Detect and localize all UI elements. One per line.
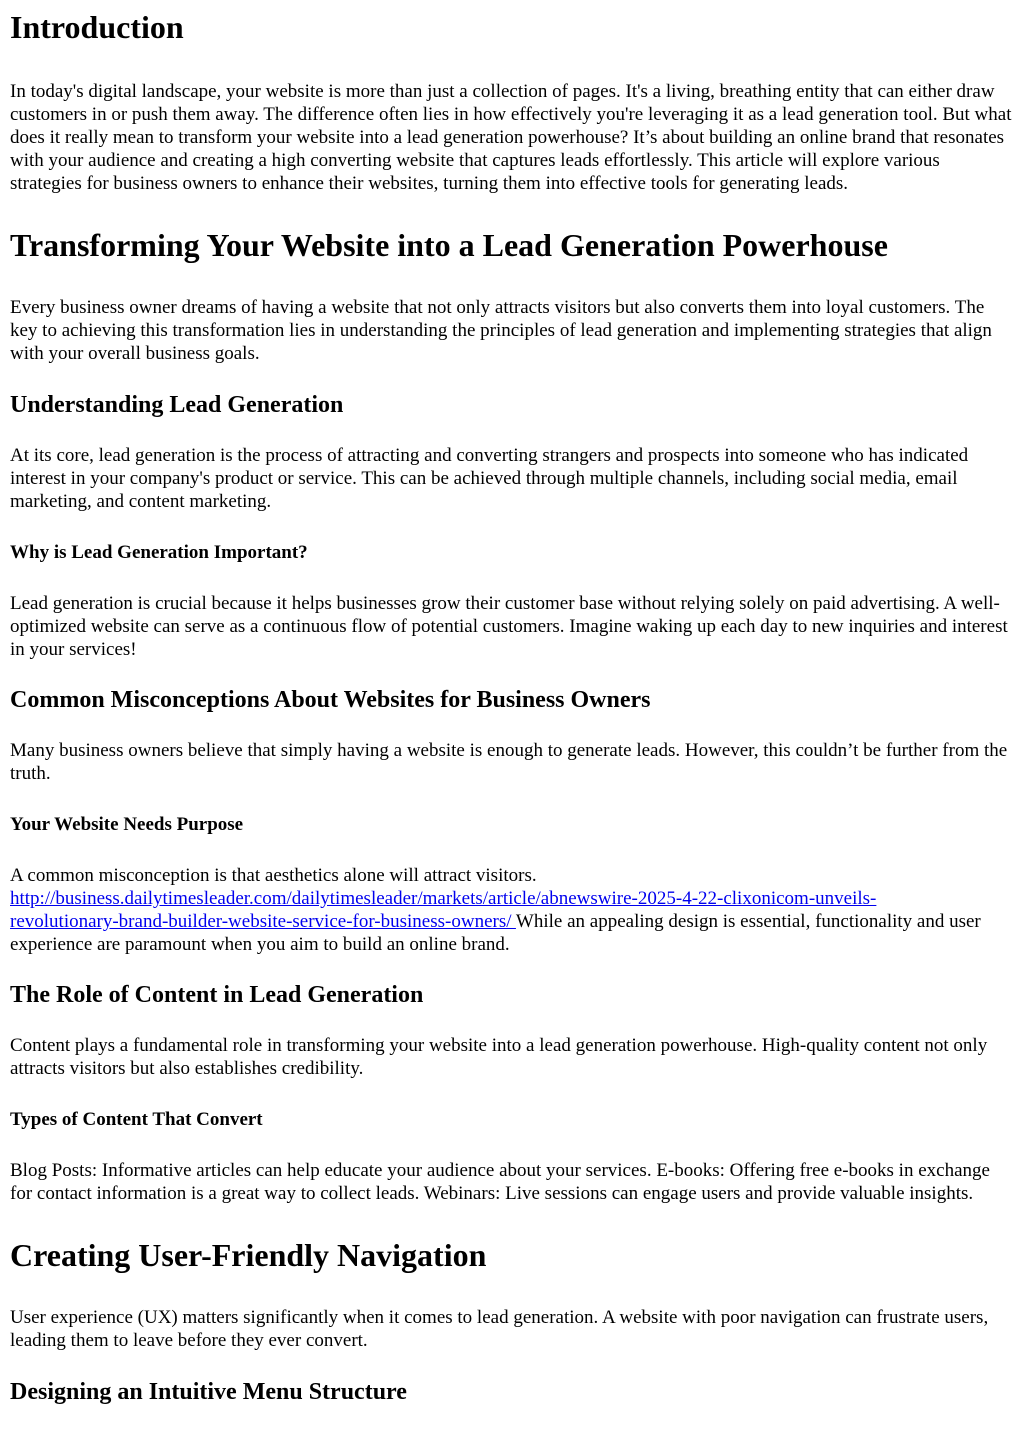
navigation-heading: Creating User-Friendly Navigation [10,1237,487,1273]
understanding-heading: Understanding Lead Generation [10,392,344,418]
content-role-paragraph: Content plays a fundamental role in transforming your website into a lead generation powerhouse. High-quality content not only attracts visitors but also establishes credibility. [10,1035,988,1079]
purpose-text-start: A common misconception is that aesthetics alone will attract visitors. [10,865,537,886]
article-link-line2[interactable]: revolutionary-brand-builder-website-service-for-business-owners/ [10,911,516,932]
types-heading: Types of Content That Convert [10,1109,263,1130]
intro-paragraph: In today's digital landscape, your website is more than just a collection of pages. It's a living, breathing entity that can either draw customers in or push them away. The difference often lies in how effectively you're leveraging it as a lead generation tool. But what does it really mean to transform your website into a lead generation powerhouse? It’s about building an online brand that resonates with your audience and creating a high converting website that captures leads effortlessly. This article will explore various strategies for business owners to enhance their websites, turning them into effective tools for generating leads. [10,81,1012,194]
purpose-heading: Your Website Needs Purpose [10,814,244,835]
transform-heading: Transforming Your Website into a Lead Generation Powerhouse [10,227,888,263]
transform-paragraph: Every business owner dreams of having a website that not only attracts visitors but also converts them into loyal customers. The key to achieving this transformation lies in understanding the principles of lead generation and implementing strategies that align with your overall business goals. [10,297,992,364]
intro-heading: Introduction [10,9,184,45]
why-paragraph: Lead generation is crucial because it helps businesses grow their customer base without relying solely on paid advertising. A well-optimized website can serve as a continuous flow of potential customers. Imagine waking up each day to new inquiries and interest in your services! [10,593,1008,660]
misconceptions-paragraph: Many business owners believe that simply having a website is enough to generate leads. However, this couldn’t be further from the truth. [10,740,1008,784]
why-heading: Why is Lead Generation Important? [10,542,308,563]
types-paragraph: Blog Posts: Informative articles can help educate your audience about your services. E-books: Offering free e-books in exchange for contact information is a great way to collect leads. Webinars: Live sessions can engage users and provide valuable insights. [10,1160,990,1204]
misconceptions-heading: Common Misconceptions About Websites for Business Owners [10,687,651,713]
menu-heading: Designing an Intuitive Menu Structure [10,1379,407,1405]
article-link-line1[interactable]: http://business.dailytimesleader.com/dailytimesleader/markets/article/abnewswire-2025-4-22-clixonicom-unveils- [10,888,877,909]
navigation-paragraph: User experience (UX) matters significantly when it comes to lead generation. A website with poor navigation can frustrate users, leading them to leave before they ever convert. [10,1307,989,1351]
content-role-heading: The Role of Content in Lead Generation [10,982,424,1008]
purpose-paragraph [10,864,1014,956]
purpose-text-end: While an appealing design is essential, functionality and user experience are paramount when you aim to build an online brand. [10,911,981,955]
understanding-paragraph: At its core, lead generation is the process of attracting and converting strangers and prospects into someone who has indicated interest in your company's product or service. This can be achieved through multiple channels, including social media, email marketing, and content marketing. [10,445,969,512]
